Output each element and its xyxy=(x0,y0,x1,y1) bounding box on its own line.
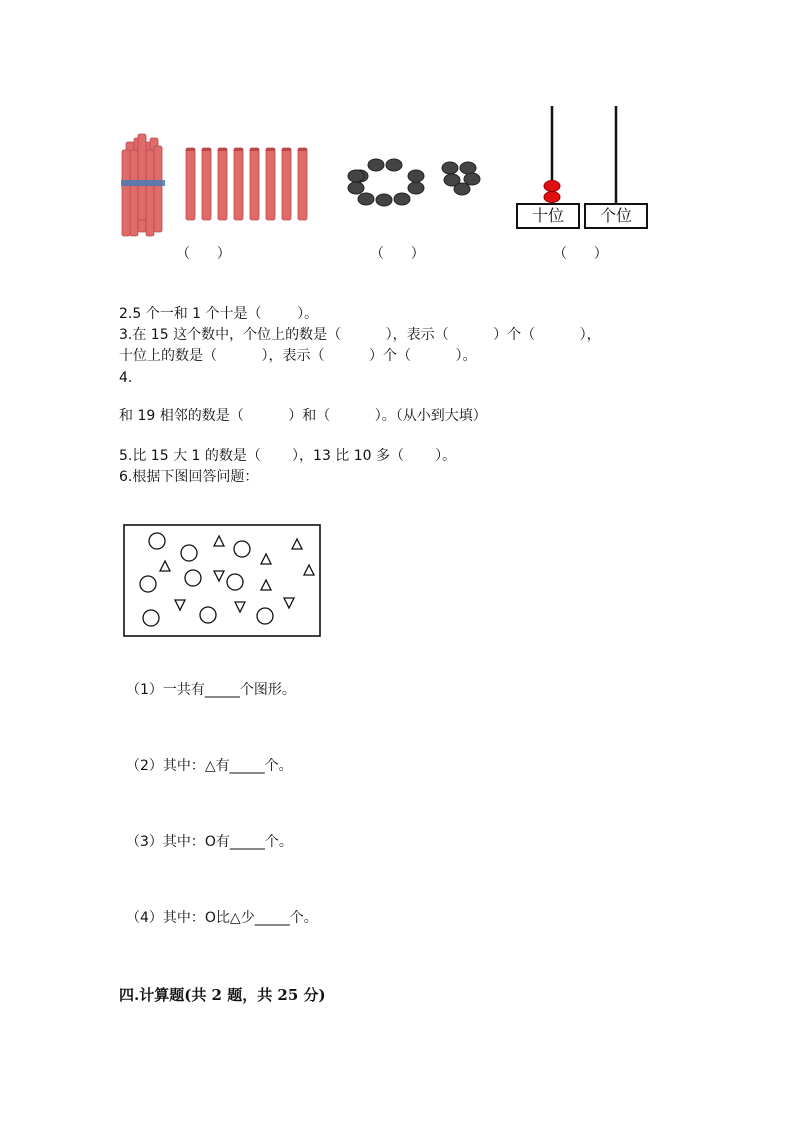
question-4-number: 4. xyxy=(119,370,133,386)
bead xyxy=(348,170,364,182)
stick-end xyxy=(282,148,291,151)
stick xyxy=(298,148,307,220)
loose-sticks-icon xyxy=(186,148,307,220)
question-4-text: 和 19 相邻的数是（ ）和（ ）。（从小到大填） xyxy=(119,408,487,424)
sub-question-3: （3）其中：O有_____个。 xyxy=(126,834,293,850)
section-heading: 四.计算题(共 2 题，共 25 分) xyxy=(119,986,326,1004)
stick-end xyxy=(266,148,275,151)
bead xyxy=(464,173,480,185)
sticks-figure xyxy=(120,130,320,230)
question-3-line-2: 十位上的数是（ ），表示（ ）个（ ）。 xyxy=(119,348,477,364)
abacus-beads-icon xyxy=(544,181,560,203)
stick xyxy=(234,148,243,220)
bead xyxy=(376,194,392,206)
bead xyxy=(394,193,410,205)
loose-beads-icon xyxy=(442,162,480,195)
abacus-bead xyxy=(544,181,560,192)
stick-end xyxy=(234,148,243,151)
stick-end xyxy=(202,148,211,151)
stick xyxy=(186,148,195,220)
stick-bundle-icon xyxy=(121,134,165,236)
question-6: 6.根据下图回答问题： xyxy=(119,469,259,485)
bead xyxy=(358,193,374,205)
abacus-bead xyxy=(544,192,560,203)
stick xyxy=(130,150,138,236)
shapes-figure xyxy=(123,524,321,637)
stick xyxy=(138,134,146,220)
question-3-line-1: 3.在 15 这个数中，个位上的数是（ ），表示（ ）个（ ）， xyxy=(119,327,601,343)
tens-place-label: 十位 xyxy=(516,203,580,229)
stick xyxy=(282,148,291,220)
bead xyxy=(442,162,458,174)
sub-question-2: （2）其中：△有_____个。 xyxy=(126,758,293,774)
stick xyxy=(202,148,211,220)
question-5: 5.比 15 大 1 的数是（ ），13 比 10 多（ ）。 xyxy=(119,448,457,464)
sub-question-4: （4）其中：O比△少_____个。 xyxy=(126,910,318,926)
bead-ring-icon xyxy=(348,159,424,206)
bead xyxy=(460,162,476,174)
bead xyxy=(454,183,470,195)
stick-end xyxy=(186,148,195,151)
stick-end xyxy=(298,148,307,151)
bead xyxy=(368,159,384,171)
answer-paren-2: （ ） xyxy=(370,246,425,262)
answer-paren-3: （ ） xyxy=(553,246,608,262)
stick xyxy=(250,148,259,220)
stick-end xyxy=(250,148,259,151)
stick xyxy=(154,146,162,232)
question-2: 2.5 个一和 1 个十是（ ）。 xyxy=(119,306,319,322)
bead xyxy=(386,159,402,171)
ones-place-label: 个位 xyxy=(584,203,648,229)
stick-end xyxy=(218,148,227,151)
stick xyxy=(218,148,227,220)
bead xyxy=(348,182,364,194)
bead xyxy=(408,182,424,194)
stick xyxy=(146,150,154,236)
answer-paren-1: （ ） xyxy=(176,246,231,262)
bead xyxy=(408,170,424,182)
stick xyxy=(122,150,130,236)
bundle-band xyxy=(121,180,165,186)
beads-figure xyxy=(340,155,490,215)
sub-question-1: （1）一共有_____个图形。 xyxy=(126,682,296,698)
stick xyxy=(266,148,275,220)
